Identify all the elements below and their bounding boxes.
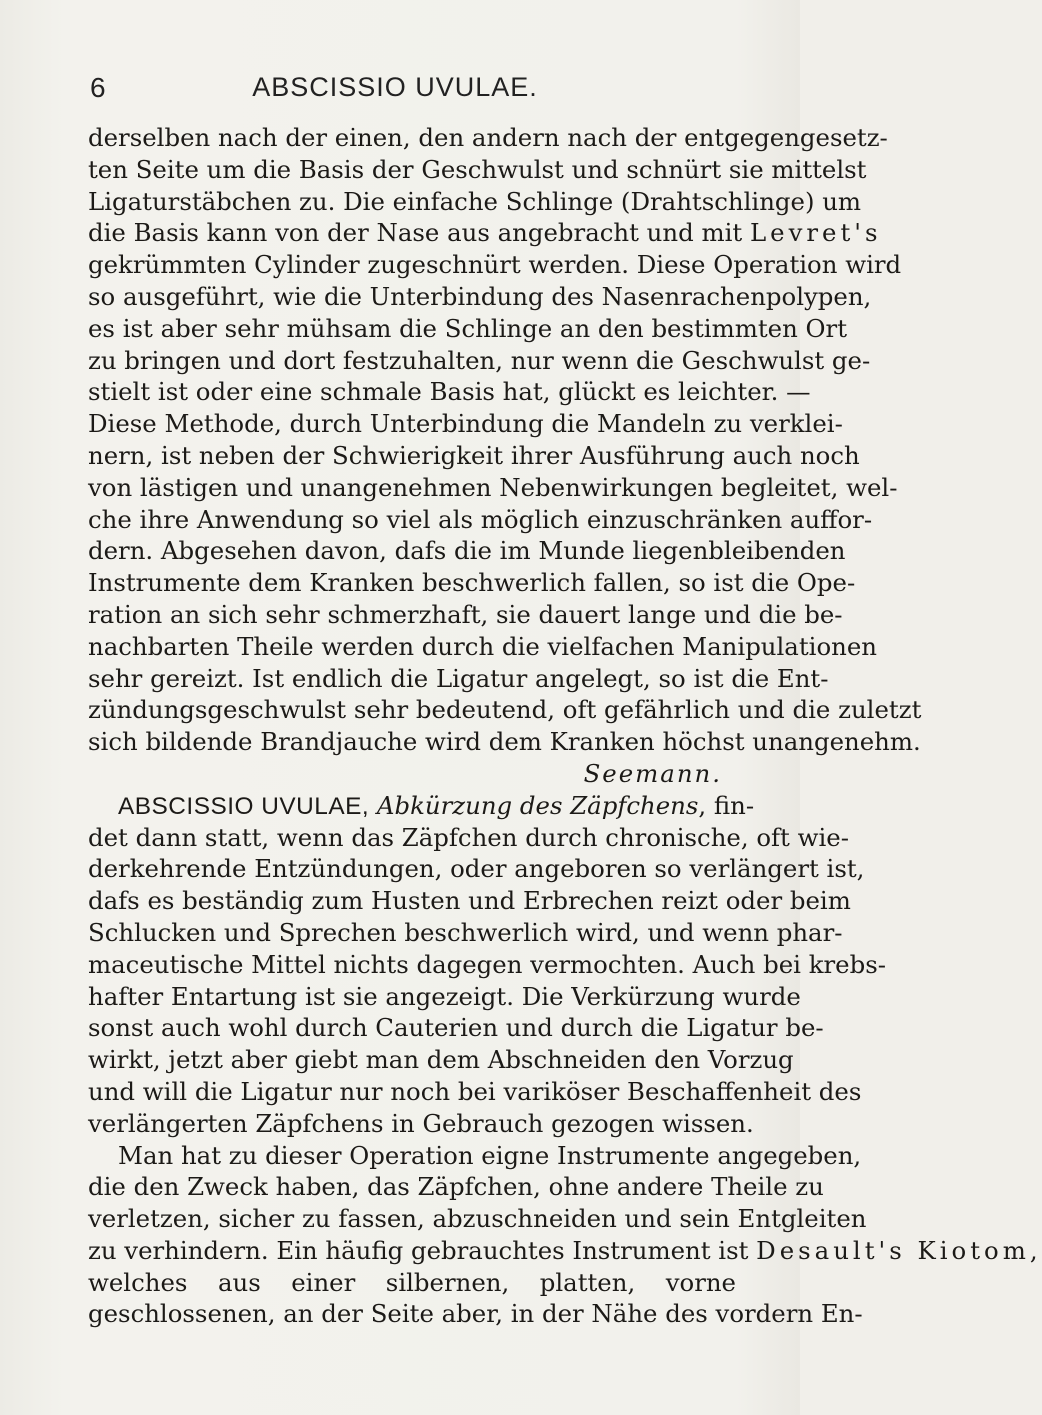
text-line: Schlucken und Sprechen beschwerlich wird, und wenn phar- xyxy=(88,917,843,947)
text-line: zu verhindern. Ein häufig gebrauchtes Instrument ist Desault's Kiotom, xyxy=(88,1235,1042,1265)
text-line: derselben nach der einen, den andern nach der entgegengesetz- xyxy=(88,123,888,152)
text-line: ration an sich sehr schmerzhaft, sie dauert lange und die be- xyxy=(88,599,843,629)
author-name-desault: Desault's Kiotom, xyxy=(756,1235,1042,1265)
text-line: hafter Entartung ist sie angezeigt. Die Verkürzung wurde xyxy=(88,981,801,1011)
text-line: sonst auch wohl durch Cauterien und durch die Ligatur be- xyxy=(88,1013,824,1043)
running-head: ABSCISSIO UVULAE. xyxy=(252,72,538,102)
text-line: von lästigen und unangenehmen Nebenwirkungen begleitet, wel- xyxy=(88,472,898,502)
text-line: derkehrende Entzündungen, oder angeboren so verlängert ist, xyxy=(88,854,865,884)
text-line: verlängerten Zäpfchens in Gebrauch gezogen wissen. xyxy=(88,1108,754,1138)
text-line: gekrümmten Cylinder zugeschnürt werden. Diese Operation wird xyxy=(88,250,902,280)
text-line: Diese Methode, durch Unterbindung die Mandeln zu verklei- xyxy=(88,409,843,439)
text-line: wirkt, jetzt aber giebt man dem Abschneiden den Vorzug xyxy=(88,1045,794,1075)
text-line: Man hat zu dieser Operation eigne Instrumente angegeben, xyxy=(118,1140,862,1170)
text-line: die den Zweck haben, das Zäpfchen, ohne andere Theile zu xyxy=(88,1172,824,1202)
author-name-levret: Levret's xyxy=(749,218,882,248)
text-line: nern, ist neben der Schwierigkeit ihrer Ausführung auch noch xyxy=(88,440,860,470)
author-signature: Seemann. xyxy=(583,758,722,788)
entry-heading-line: ABSCISSIO UVULAE, Abkürzung des Zäpfchens, fin- xyxy=(118,790,755,820)
text-line: che ihre Anwendung so viel als möglich einzuschränken auffor- xyxy=(88,504,873,534)
text-line: welches aus einer silbernen, platten, vorne xyxy=(88,1267,736,1297)
entry-translation: Abkürzung des Zäpfchens xyxy=(376,790,699,820)
text-line: Ligaturstäbchen zu. Die einfache Schlinge (Drahtschlinge) um xyxy=(88,186,862,216)
text-line: Instrumente dem Kranken beschwerlich fallen, so ist die Ope- xyxy=(88,568,856,598)
entry-term: ABSCISSIO UVULAE, xyxy=(118,792,370,820)
text-line: dafs es beständig zum Husten und Erbrechen reizt oder beim xyxy=(88,886,851,916)
text-line: nachbarten Theile werden durch die vielfachen Manipulationen xyxy=(88,631,877,661)
body-text xyxy=(88,122,1042,1330)
text-line: dern. Abgesehen davon, dafs die im Munde liegenbleibenden xyxy=(88,536,846,566)
text-line: zündungsgeschwulst sehr bedeutend, oft gefährlich und die zuletzt xyxy=(88,695,922,725)
text-line: verletzen, sicher zu fassen, abzuschneiden und sein Entgleiten xyxy=(88,1204,867,1234)
text-line: stielt ist oder eine schmale Basis hat, glückt es leichter. — xyxy=(88,377,811,407)
page-header xyxy=(90,72,700,112)
text-line: es ist aber sehr mühsam die Schlinge an den bestimmten Ort xyxy=(88,313,848,343)
text-line: sehr gereizt. Ist endlich die Ligatur angelegt, so ist die Ent- xyxy=(88,663,829,693)
text-line: sich bildende Brandjauche wird dem Kranken höchst unangenehm. xyxy=(88,727,921,757)
text-line: det dann statt, wenn das Zäpfchen durch chronische, oft wie- xyxy=(88,822,849,852)
text-line: maceutische Mittel nichts dagegen vermochten. Auch bei krebs- xyxy=(88,949,886,979)
text-line: und will die Ligatur nur noch bei variköser Beschaffenheit des xyxy=(88,1076,862,1106)
text-line: so ausgeführt, wie die Unterbindung des Nasenrachenpolypen, xyxy=(88,281,872,311)
text-line: zu bringen und dort festzuhalten, nur wenn die Geschwulst ge- xyxy=(88,345,871,375)
text-line: die Basis kann von der Nase aus angebracht und mit Levret's xyxy=(88,218,882,248)
text-line: geschlossenen, an der Seite aber, in der Nähe des vordern En- xyxy=(88,1299,863,1329)
page-number: 6 xyxy=(90,72,107,103)
text-line: ten Seite um die Basis der Geschwulst und schnürt sie mittelst xyxy=(88,154,867,184)
